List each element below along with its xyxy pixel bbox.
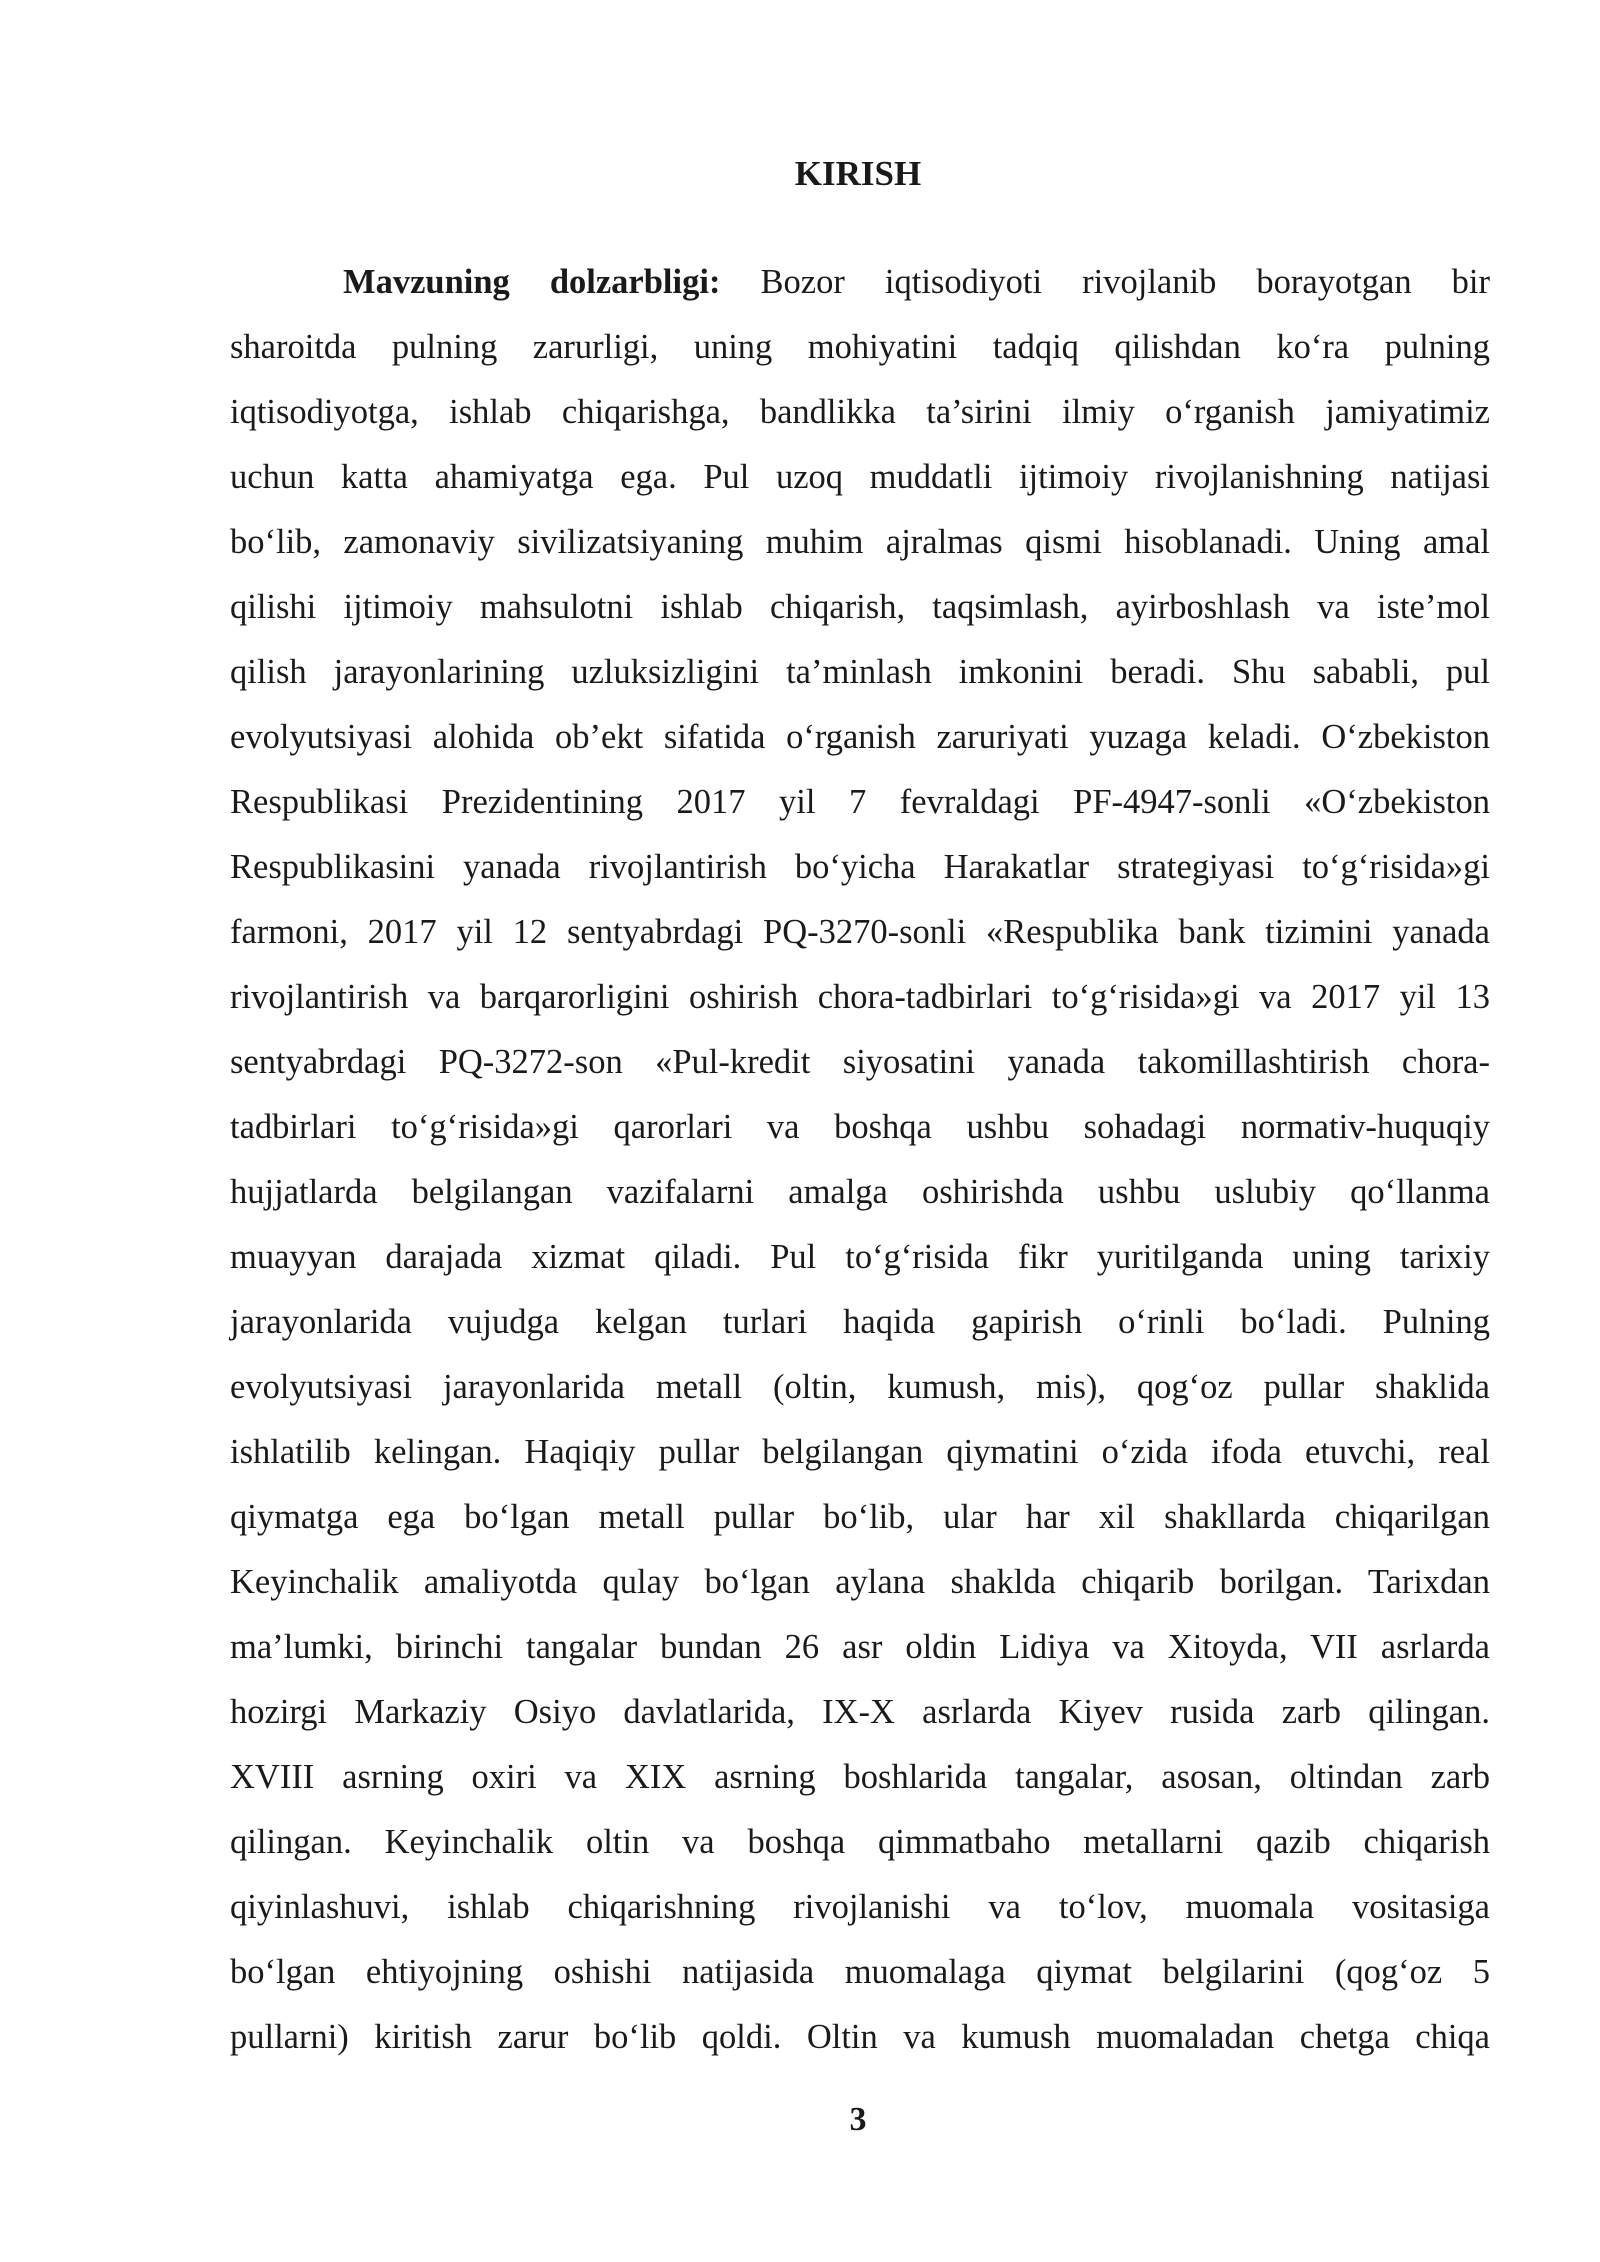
paragraph-line: iqtisodiyotga, ishlab chiqarishga, bandlikka ta’sirini ilmiy o‘rganish jamiyatimiz [230, 393, 1490, 431]
paragraph-line: pullarni) kiritish zarur bo‘lib qoldi. Oltin va kumush muomaladan chetga chiqa [230, 2018, 1490, 2056]
paragraph-line: Respublikasini yanada rivojlantirish bo‘yicha Harakatlar strategiyasi to‘g‘risida»gi [230, 848, 1490, 886]
intro-paragraph [230, 250, 1490, 2070]
paragraph-line: sentyabrdagi PQ-3272-son «Pul-kredit siyosatini yanada takomillashtirish chora- [230, 1043, 1490, 1081]
section-heading: KIRISH [794, 154, 922, 193]
body-text [230, 250, 1490, 2070]
paragraph-line: bo‘lgan ehtiyojning oshishi natijasida muomalaga qiymat belgilarini (qog‘oz 5 [230, 1953, 1490, 1991]
paragraph-line: ma’lumki, birinchi tangalar bundan 26 asr oldin Lidiya va Xitoyda, VII asrlarda [230, 1628, 1490, 1666]
paragraph-line: Mavzuning dolzarbligi: Bozor iqtisodiyoti rivojlanib borayotgan bir [343, 263, 1490, 301]
paragraph-line: hujjatlarda belgilangan vazifalarni amalga oshirishda ushbu uslubiy qo‘llanma [230, 1173, 1490, 1211]
paragraph-line: Respublikasi Prezidentining 2017 yil 7 fevraldagi PF-4947-sonli «O‘zbekiston [230, 783, 1490, 821]
paragraph-line: muayyan darajada xizmat qiladi. Pul to‘g‘risida fikr yuritilganda uning tarixiy [230, 1238, 1490, 1276]
paragraph-line: qilish jarayonlarining uzluksizligini ta’minlash imkonini beradi. Shu sababli, pul [230, 653, 1490, 691]
paragraph-line: hozirgi Markaziy Osiyo davlatlarida, IX-X asrlarda Kiyev rusida zarb qilingan. [230, 1693, 1490, 1731]
paragraph-line: bo‘lib, zamonaviy sivilizatsiyaning muhim ajralmas qismi hisoblanadi. Uning amal [230, 523, 1490, 561]
paragraph-line: sharoitda pulning zarurligi, uning mohiyatini tadqiq qilishdan ko‘ra pulning [230, 328, 1490, 366]
paragraph-line: Keyinchalik amaliyotda qulay bo‘lgan aylana shaklda chiqarib borilgan. Tarixdan [230, 1563, 1490, 1601]
paragraph-line: tadbirlari to‘g‘risida»gi qarorlari va boshqa ushbu sohadagi normativ-huquqiy [230, 1108, 1490, 1146]
paragraph-line: evolyutsiyasi jarayonlarida metall (oltin, kumush, mis), qog‘oz pullar shaklida [230, 1368, 1490, 1406]
paragraph-line: evolyutsiyasi alohida ob’ekt sifatida o‘rganish zaruriyati yuzaga keladi. O‘zbekiston [230, 718, 1490, 756]
page-number: 3 [849, 2101, 867, 2138]
paragraph-line: XVIII asrning oxiri va XIX asrning boshlarida tangalar, asosan, oltindan zarb [230, 1758, 1490, 1796]
paragraph-line: rivojlantirish va barqarorligini oshirish chora-tadbirlari to‘g‘risida»gi va 2017 yil 13 [230, 978, 1490, 1016]
paragraph-line: qiymatga ega bo‘lgan metall pullar bo‘lib, ular har xil shakllarda chiqarilgan [230, 1498, 1490, 1536]
paragraph-line: jarayonlarida vujudga kelgan turlari haqida gapirish o‘rinli bo‘ladi. Pulning [230, 1303, 1490, 1341]
paragraph-line: qilishi ijtimoiy mahsulotni ishlab chiqarish, taqsimlash, ayirboshlash va iste’mol [230, 588, 1490, 626]
paragraph-line: farmoni, 2017 yil 12 sentyabrdagi PQ-3270-sonli «Respublika bank tizimini yanada [230, 913, 1490, 951]
paragraph-line: qiyinlashuvi, ishlab chiqarishning rivojlanishi va to‘lov, muomala vositasiga [230, 1888, 1490, 1926]
paragraph-line: uchun katta ahamiyatga ega. Pul uzoq muddatli ijtimoiy rivojlanishning natijasi [230, 458, 1490, 496]
lead-term: Mavzuning dolzarbligi: [343, 263, 721, 301]
paragraph-line: ishlatilib kelingan. Haqiqiy pullar belgilangan qiymatini o‘zida ifoda etuvchi, real [230, 1433, 1490, 1471]
paragraph-line: qilingan. Keyinchalik oltin va boshqa qimmatbaho metallarni qazib chiqarish [230, 1823, 1490, 1861]
